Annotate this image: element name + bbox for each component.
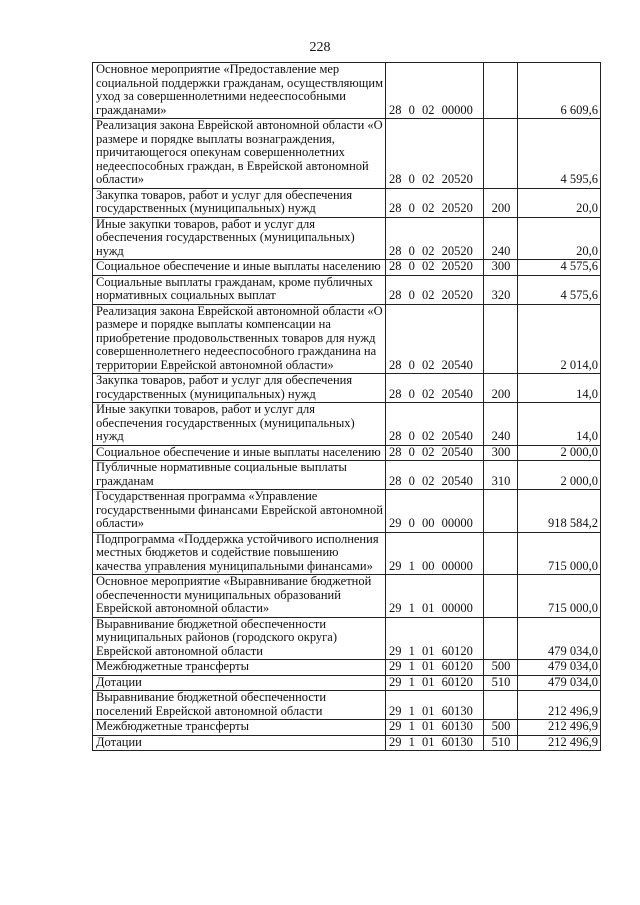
page-number: 228 xyxy=(309,40,331,55)
row-expense-type: 500 xyxy=(484,720,518,736)
row-name: Реализация закона Еврейской автономной области «О размере и порядке выплаты вознаграждения, причитающегося опекунам совершеннолетних недееспособных граждан, в Еврейской автономной области» xyxy=(93,119,386,189)
row-code: 29 1 01 00000 xyxy=(386,575,484,618)
table-row xyxy=(93,461,601,490)
row-expense-type: 510 xyxy=(484,675,518,691)
row-expense-type xyxy=(484,691,518,720)
row-name: Межбюджетные трансферты xyxy=(93,720,386,736)
row-amount: 918 584,2 xyxy=(518,490,601,533)
table-row xyxy=(93,188,601,217)
budget-table xyxy=(92,62,601,751)
row-amount: 2 000,0 xyxy=(518,445,601,461)
row-code: 28 0 02 20520 xyxy=(386,217,484,260)
row-code: 28 0 02 20540 xyxy=(386,461,484,490)
table-row xyxy=(93,403,601,446)
row-amount: 212 496,9 xyxy=(518,735,601,751)
row-code: 29 1 01 60130 xyxy=(386,691,484,720)
row-expense-type xyxy=(484,490,518,533)
row-code: 29 1 01 60120 xyxy=(386,617,484,660)
row-name: Основное мероприятие «Выравнивание бюджетной обеспеченности муниципальных образований Еврейской автономной области» xyxy=(93,575,386,618)
table-row xyxy=(93,445,601,461)
row-name: Закупка товаров, работ и услуг для обеспечения государственных (муниципальных) нужд xyxy=(93,374,386,403)
row-name: Социальные выплаты гражданам, кроме публичных нормативных социальных выплат xyxy=(93,275,386,304)
row-expense-type xyxy=(484,532,518,575)
table-row xyxy=(93,617,601,660)
row-expense-type: 240 xyxy=(484,403,518,446)
row-name: Социальное обеспечение и иные выплаты населению xyxy=(93,445,386,461)
row-name: Выравнивание бюджетной обеспеченности поселений Еврейской автономной области xyxy=(93,691,386,720)
row-code: 28 0 02 20540 xyxy=(386,374,484,403)
row-expense-type: 500 xyxy=(484,660,518,676)
row-name: Основное мероприятие «Предоставление мер социальной поддержки гражданам, осуществляющим уход за совершеннолетними недееспособными гражданами» xyxy=(93,63,386,119)
row-expense-type xyxy=(484,119,518,189)
row-amount: 715 000,0 xyxy=(518,575,601,618)
row-name: Государственная программа «Управление государственными финансами Еврейской автономной области» xyxy=(93,490,386,533)
row-code: 28 0 02 00000 xyxy=(386,63,484,119)
table-row xyxy=(93,532,601,575)
row-code: 29 1 01 60120 xyxy=(386,660,484,676)
row-name: Иные закупки товаров, работ и услуг для обеспечения государственных (муниципальных) нужд xyxy=(93,403,386,446)
row-name: Межбюджетные трансферты xyxy=(93,660,386,676)
row-code: 28 0 02 20540 xyxy=(386,304,484,374)
table-row xyxy=(93,575,601,618)
row-amount: 479 034,0 xyxy=(518,617,601,660)
table-row xyxy=(93,119,601,189)
table-row xyxy=(93,675,601,691)
budget-table-body xyxy=(93,63,601,751)
row-code: 28 0 02 20520 xyxy=(386,275,484,304)
table-row xyxy=(93,217,601,260)
row-name: Иные закупки товаров, работ и услуг для обеспечения государственных (муниципальных) нужд xyxy=(93,217,386,260)
row-expense-type xyxy=(484,617,518,660)
row-code: 28 0 02 20520 xyxy=(386,188,484,217)
row-code: 29 1 01 60130 xyxy=(386,720,484,736)
row-code: 29 1 01 60120 xyxy=(386,675,484,691)
row-code: 29 0 00 00000 xyxy=(386,490,484,533)
table-row xyxy=(93,304,601,374)
row-expense-type xyxy=(484,575,518,618)
row-amount: 4 575,6 xyxy=(518,275,601,304)
table-row xyxy=(93,691,601,720)
row-amount: 20,0 xyxy=(518,188,601,217)
row-amount: 212 496,9 xyxy=(518,691,601,720)
row-code: 29 1 01 60130 xyxy=(386,735,484,751)
table-row xyxy=(93,660,601,676)
row-expense-type: 200 xyxy=(484,188,518,217)
row-name: Дотации xyxy=(93,675,386,691)
row-expense-type: 310 xyxy=(484,461,518,490)
row-expense-type: 200 xyxy=(484,374,518,403)
row-amount: 715 000,0 xyxy=(518,532,601,575)
row-expense-type: 300 xyxy=(484,445,518,461)
row-amount: 20,0 xyxy=(518,217,601,260)
row-expense-type: 510 xyxy=(484,735,518,751)
row-amount: 6 609,6 xyxy=(518,63,601,119)
row-name: Дотации xyxy=(93,735,386,751)
row-expense-type xyxy=(484,304,518,374)
table-row xyxy=(93,735,601,751)
row-expense-type: 320 xyxy=(484,275,518,304)
row-amount: 4 595,6 xyxy=(518,119,601,189)
table-row xyxy=(93,63,601,119)
table-row xyxy=(93,275,601,304)
row-amount: 2 014,0 xyxy=(518,304,601,374)
row-code: 28 0 02 20540 xyxy=(386,403,484,446)
row-amount: 4 575,6 xyxy=(518,260,601,276)
row-code: 28 0 02 20520 xyxy=(386,119,484,189)
row-amount: 479 034,0 xyxy=(518,675,601,691)
row-amount: 2 000,0 xyxy=(518,461,601,490)
row-expense-type xyxy=(484,63,518,119)
row-amount: 14,0 xyxy=(518,374,601,403)
row-amount: 212 496,9 xyxy=(518,720,601,736)
row-name: Публичные нормативные социальные выплаты гражданам xyxy=(93,461,386,490)
row-code: 29 1 00 00000 xyxy=(386,532,484,575)
row-amount: 479 034,0 xyxy=(518,660,601,676)
row-amount: 14,0 xyxy=(518,403,601,446)
row-name: Социальное обеспечение и иные выплаты населению xyxy=(93,260,386,276)
table-row xyxy=(93,720,601,736)
row-name: Закупка товаров, работ и услуг для обеспечения государственных (муниципальных) нужд xyxy=(93,188,386,217)
row-name: Реализация закона Еврейской автономной области «О размере и порядке выплаты компенсации на приобретение продовольственных товаров для нужд совершеннолетнего недееспособного гражданина на территории Еврейской автономной области» xyxy=(93,304,386,374)
table-row xyxy=(93,374,601,403)
row-expense-type: 240 xyxy=(484,217,518,260)
row-code: 28 0 02 20540 xyxy=(386,445,484,461)
row-expense-type: 300 xyxy=(484,260,518,276)
row-name: Подпрограмма «Поддержка устойчивого исполнения местных бюджетов и содействие повышению качества управления муниципальными финансами» xyxy=(93,532,386,575)
table-row xyxy=(93,490,601,533)
row-code: 28 0 02 20520 xyxy=(386,260,484,276)
table-row xyxy=(93,260,601,276)
row-name: Выравнивание бюджетной обеспеченности муниципальных районов (городского округа) Еврейской автономной области xyxy=(93,617,386,660)
